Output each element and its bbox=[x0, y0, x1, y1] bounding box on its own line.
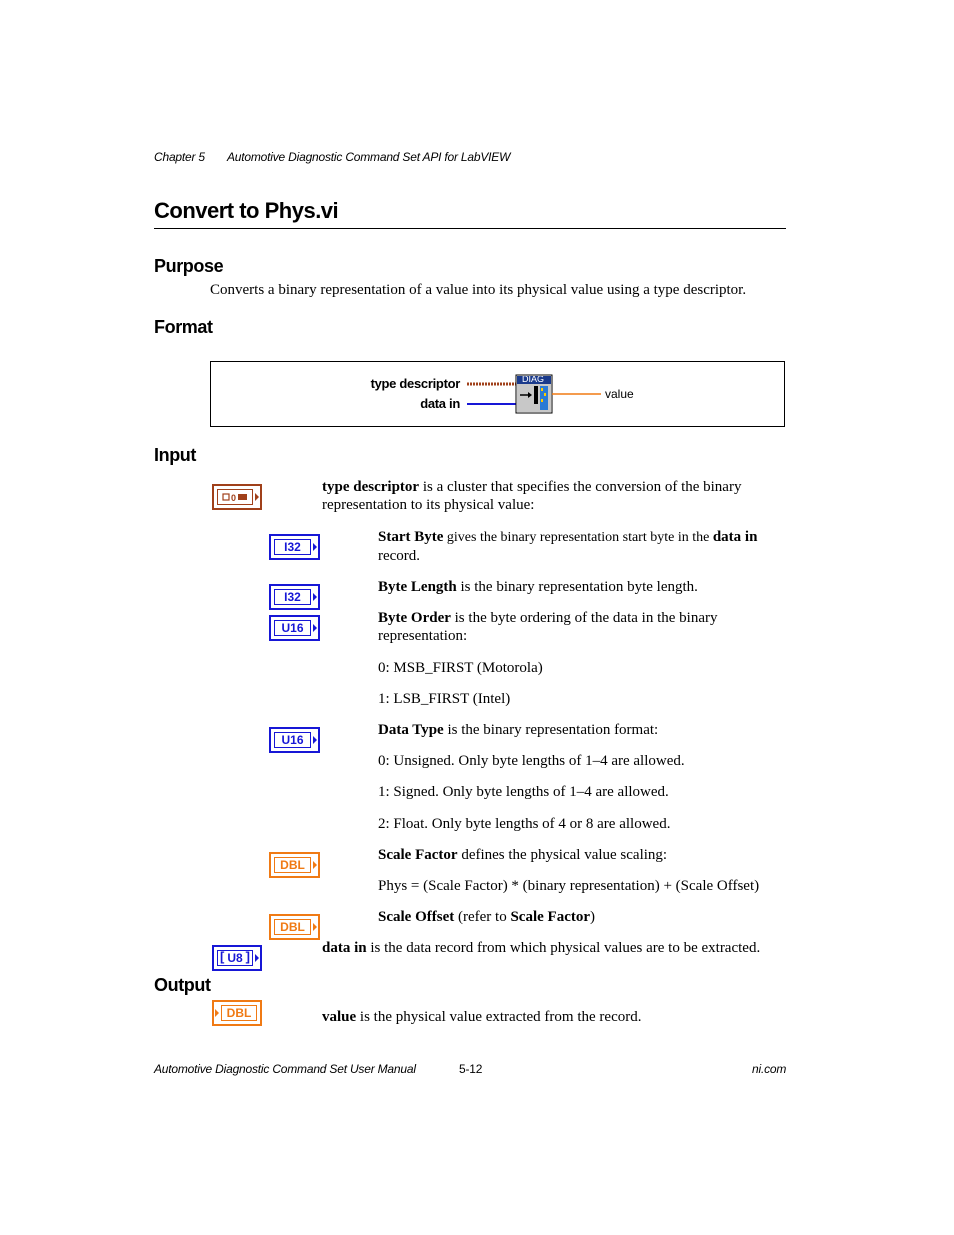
start-byte-term-label: I32 bbox=[274, 539, 311, 555]
page-title: Convert to Phys.vi bbox=[154, 198, 339, 223]
chapter-label: Chapter 5 bbox=[154, 150, 205, 164]
data-in-text: is the data record from which physical values are to be extracted. bbox=[366, 940, 761, 956]
data-type-option-0: 0: Unsigned. Only byte lengths of 1–4 are allowed. bbox=[378, 753, 685, 769]
data-type-name: Data Type bbox=[378, 722, 444, 738]
start-byte-text: gives the binary representation start byte in the bbox=[443, 530, 713, 545]
svg-text:0: 0 bbox=[231, 493, 237, 503]
purpose-heading: Purpose bbox=[154, 256, 224, 276]
u8-term-inner bbox=[217, 950, 253, 966]
data-in-term-label: U8 bbox=[227, 951, 243, 965]
purpose-text: Converts a binary representation of a value into its physical value using a type descriptor. bbox=[210, 282, 747, 298]
vi-label-data-in: data in bbox=[420, 396, 460, 411]
start-byte-ref: data in bbox=[712, 529, 758, 545]
value-term-label: DBL bbox=[221, 1005, 257, 1021]
scale-factor-term-label: DBL bbox=[274, 857, 311, 873]
scale-offset-term-label: DBL bbox=[274, 919, 311, 935]
cluster-terminal-icon bbox=[212, 484, 262, 510]
byte-length-name: Byte Length bbox=[378, 579, 457, 595]
type-descriptor-desc bbox=[322, 478, 784, 514]
indicator-arrow-icon bbox=[215, 1009, 219, 1017]
vi-label-value: value bbox=[605, 387, 634, 401]
footer-page-number: 5-12 bbox=[459, 1062, 483, 1076]
footer-site-link[interactable]: ni.com bbox=[752, 1062, 787, 1076]
start-byte-desc bbox=[378, 528, 784, 565]
start-byte-name: Start Byte bbox=[378, 529, 444, 545]
data-type-option-1: 1: Signed. Only byte lengths of 1–4 are allowed. bbox=[378, 784, 669, 800]
data-in-desc bbox=[322, 939, 760, 957]
byte-length-desc bbox=[378, 578, 698, 596]
u16-terminal-icon bbox=[269, 727, 320, 753]
scale-offset-ref: Scale Factor bbox=[510, 909, 591, 925]
chapter-title: Automotive Diagnostic Command Set API for LabVIEW bbox=[227, 150, 511, 164]
scale-offset-text: (refer to bbox=[454, 909, 511, 925]
i32-terminal-icon bbox=[269, 534, 320, 560]
scale-offset-desc bbox=[378, 908, 595, 926]
i32-terminal-icon bbox=[269, 584, 320, 610]
byte-length-term-label: I32 bbox=[274, 589, 311, 605]
byte-order-term-label: U16 bbox=[274, 620, 311, 636]
dbl-indicator-terminal-icon bbox=[212, 1000, 262, 1026]
footer-manual-title: Automotive Diagnostic Command Set User Manual bbox=[154, 1062, 416, 1076]
byte-order-option-1: 1: LSB_FIRST (Intel) bbox=[378, 691, 511, 707]
input-heading: Input bbox=[154, 445, 196, 465]
data-type-desc bbox=[378, 721, 658, 739]
value-name: value bbox=[322, 1009, 357, 1025]
output-heading: Output bbox=[154, 975, 211, 995]
data-type-option-2: 2: Float. Only byte lengths of 4 or 8 are allowed. bbox=[378, 816, 671, 832]
dbl-terminal-icon bbox=[269, 852, 320, 878]
scale-offset-text-end: ) bbox=[590, 909, 596, 925]
vi-label-type-descriptor: type descriptor bbox=[370, 376, 460, 391]
type-descriptor-name: type descriptor bbox=[322, 479, 420, 495]
vi-connector-diagram bbox=[211, 362, 784, 426]
format-heading: Format bbox=[154, 317, 213, 337]
diag-icon-text: DIAG bbox=[521, 374, 544, 384]
value-desc bbox=[322, 1008, 641, 1026]
u16-terminal-icon bbox=[269, 615, 320, 641]
value-text: is the physical value extracted from the record. bbox=[356, 1009, 642, 1025]
title-rule bbox=[154, 228, 786, 229]
byte-order-desc bbox=[378, 609, 784, 645]
scale-factor-name: Scale Factor bbox=[378, 847, 458, 863]
format-diagram-box bbox=[210, 361, 785, 427]
u8-array-terminal-icon bbox=[212, 945, 262, 971]
scale-offset-name: Scale Offset bbox=[378, 909, 455, 925]
data-type-term-label: U16 bbox=[274, 732, 311, 748]
scale-factor-desc bbox=[378, 846, 667, 864]
byte-order-option-0: 0: MSB_FIRST (Motorola) bbox=[378, 660, 543, 676]
data-type-text: is the binary representation format: bbox=[443, 722, 659, 738]
array-bracket-close: ] bbox=[245, 949, 250, 964]
array-bracket-open: [ bbox=[220, 949, 225, 964]
scale-factor-text: defines the physical value scaling: bbox=[457, 847, 668, 863]
cluster-glyph-icon bbox=[218, 490, 252, 504]
byte-length-text: is the binary representation byte length. bbox=[456, 579, 698, 595]
byte-order-text: is the byte ordering of the data in the binary representation: bbox=[378, 610, 718, 644]
byte-order-name: Byte Order bbox=[378, 610, 451, 626]
dbl-terminal-icon bbox=[269, 914, 320, 940]
type-descriptor-text: is a cluster that specifies the conversion of the binary representation to its physical value: bbox=[322, 479, 742, 513]
data-in-name: data in bbox=[322, 940, 367, 956]
start-byte-text-end: record. bbox=[378, 548, 421, 564]
scale-factor-formula: Phys = (Scale Factor) * (binary representation) + (Scale Offset) bbox=[378, 878, 760, 894]
